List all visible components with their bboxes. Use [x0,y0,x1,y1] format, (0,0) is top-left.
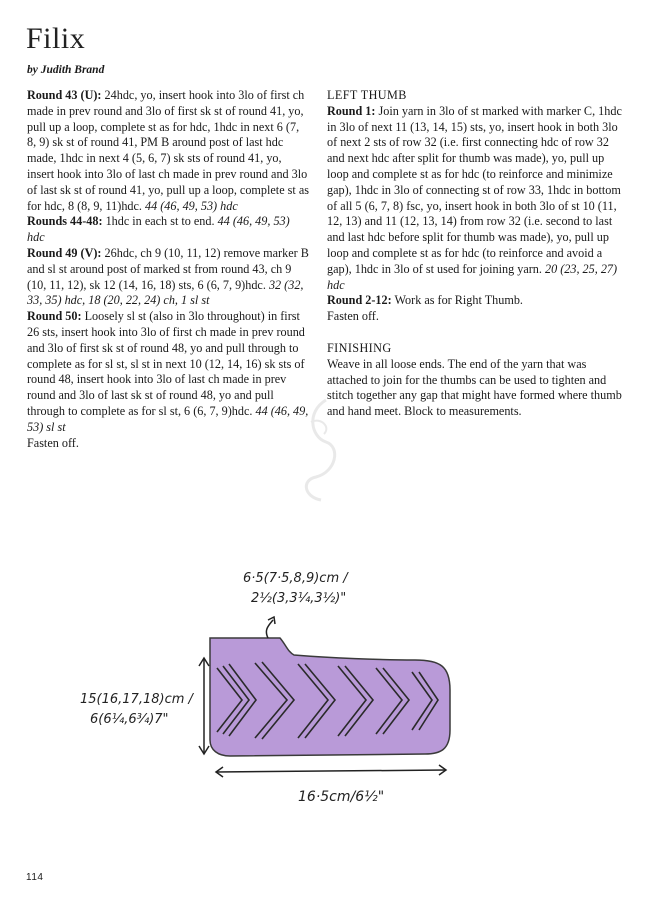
left-column [27,88,310,451]
round-49-count: 32 (32, 33, 35) hdc, 18 (20, 22, 24) ch, 1 sl st [27,277,304,308]
round-50-text: Loosely sl st (also in 3lo throughout) in first 26 sts, insert hook into 3lo of first ch made in prev round and 3lo of first sk st of round 48, yo and pull through to complete as for sl st, sl st in next 10 (12, 14, 16) sk sts of round 48, insert hook into 3lo of last ch made in prev round and 3lo of last sk st of round 48, yo and pull through to complete as for sl st, 6 (6, 7, 9)hdc. [27,309,305,418]
round-43-text: 24hdc, yo, insert hook into 3lo of first ch made in prev round and 3lo of first sk st of round 41, yo, pull up a loop, complete st as for hdc, 1hdc in next 6 (7, 8, 9) sk st of round 41, PM B around post of last hdc made, 1hdc in next 4 (5, 6, 7) sk sts of round 41, yo, insert hook into 3lo of last ch made in prev round and 3lo of last sk st of round 41, yo, pull up a loop, complete st as for hdc, 8 (8, 9, 11)hdc. [27,88,309,213]
round-49-text: 26hdc, ch 9 (10, 11, 12) remove marker B and sl st around post of marked st from round 43, ch 9 (10, 11, 12), sk 12 (14, 16, 18) sts, 6 (6, 7, 9)hdc. [27,245,309,292]
byline: by Judith Brand [27,64,105,76]
round-43-label: Round 43 (U): [27,88,102,102]
round-50-paragraph [27,309,310,435]
bottom-arrow [216,765,446,777]
round-49-paragraph [27,246,310,309]
rounds-44-48-label: Rounds 44-48: [27,214,103,229]
thumb-round-1-paragraph [327,104,627,294]
finishing-paragraph: Weave in all loose ends. The end of the yarn that was attached to join for the thumbs can be used to tighten and stitch together any gap that might have formed where thumb and hand meet. Block to measurements. [327,356,622,419]
fasten-off-right: Fasten off. [327,309,379,324]
thumb-round-2-12-paragraph [327,293,627,309]
round-50-count: 44 (46, 49, 53) sl st [27,403,309,434]
mitten-diagram [80,560,520,810]
bottom-measure: 16·5cm/6½" [298,789,385,805]
side-measure-line1: 15(16,17,18)cm / [80,692,193,707]
top-measure-line2: 2½(3,3¼,3½)" [251,591,347,606]
top-measure-line1: 6·5(7·5,8,9)cm / [243,571,348,586]
side-arrow [199,658,209,754]
watermark-ornament [286,392,356,507]
rounds-44-48-text: 1hdc in each st to end. [102,214,218,229]
side-measure-line2: 6(6¼,6¾)7" [90,712,169,727]
thumb-round-1-label: Round 1: [327,103,376,118]
right-column [327,88,627,420]
rounds-44-48-paragraph [27,214,310,246]
page-title: Filix [26,22,86,55]
round-43-count: 44 (46, 49, 53) hdc [145,198,238,213]
page-number: 114 [26,872,44,883]
rounds-44-48-count: 44 (46, 49, 53) hdc [27,214,290,245]
thumb-round-1-count: 20 (23, 25, 27) hdc [327,261,618,292]
round-43-paragraph [27,88,310,214]
left-thumb-heading: LEFT THUMB [327,88,407,102]
round-50-label: Round 50: [27,309,82,324]
thumb-round-2-12-text: Work as for Right Thumb. [391,293,523,308]
fasten-off-left: Fasten off. [27,435,79,450]
thumb-round-2-12-label: Round 2-12: [327,293,392,308]
thumb-round-1-text: Join yarn in 3lo of st marked with marker C, 1hdc in 3lo of next 11 (13, 14, 15) sts, yo, insert hook in both 3lo of next 2 sts of row 32 (i.e. first connecting hdc of row 32 and next hdc after split for thumb was made), yo, pull up loop and complete st as for hdc (to reinforce and minimize gap), 1hdc in 3lo of connecting st of row 33, 1hdc in bottom of all 5 (6, 7, 8) fsc, yo, insert hook in both 3lo of st 10 (11, 12, 13) and 11 (12, 13, 14) from row 32 (i.e. second to last and last hdc before split for thumb was made), yo, pull up loop and complete st as for hdc (to reinforce and avoid a gap), 1hdc in 3lo of st used for joining yarn. [327,103,622,276]
round-49-label: Round 49 (V): [27,245,102,260]
finishing-heading: FINISHING [327,340,392,355]
thumb-arrow [266,617,275,638]
